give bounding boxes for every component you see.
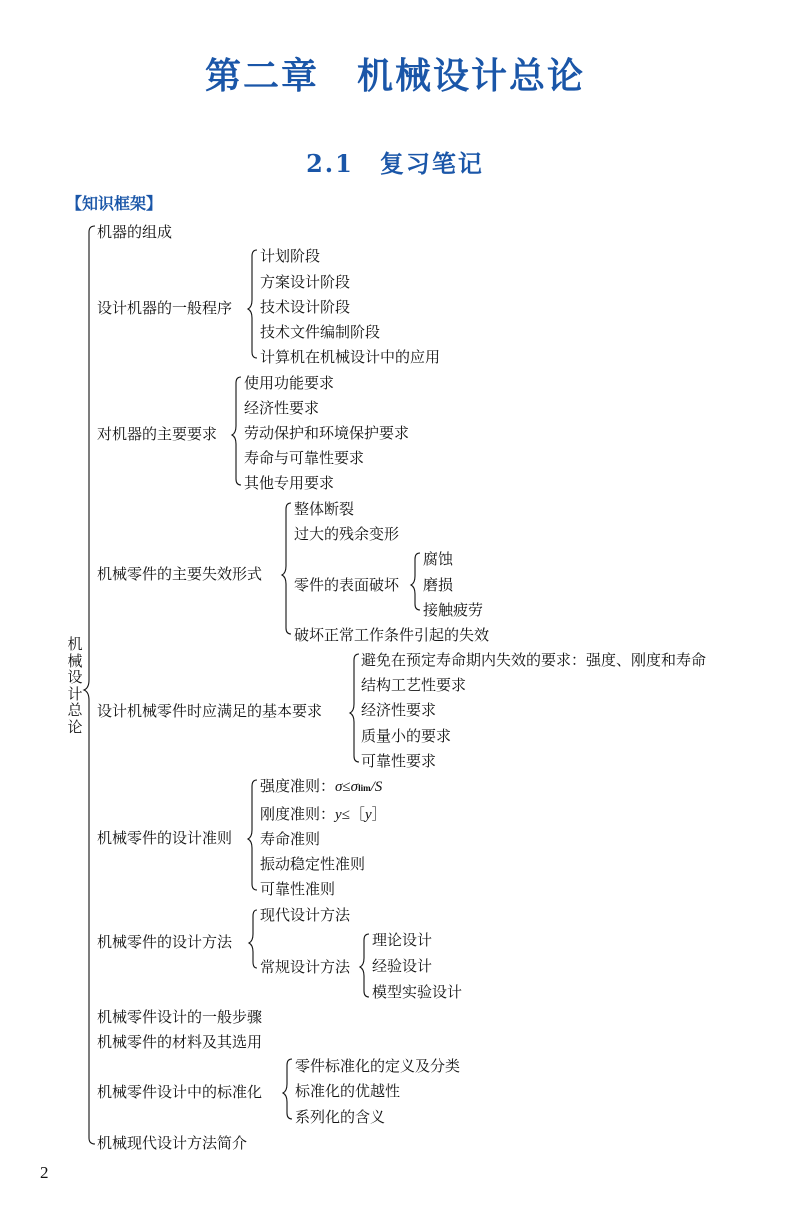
basic-req-item: 结构工艺性要求 [361,676,467,694]
requirement-item: 寿命与可靠性要求 [244,449,365,467]
stiffness-label: 刚度准则： [260,805,336,823]
l1-design-methods: 机械零件的设计方法 [97,933,233,951]
requirements-bracket [232,377,241,485]
requirement-item: 使用功能要求 [244,374,335,392]
section-title: 2.1 复习笔记 [306,149,484,178]
l1-materials: 机械零件的材料及其选用 [97,1033,263,1051]
conventional-bracket [360,934,369,997]
criteria-bracket [248,780,257,890]
l1-design-steps: 机械零件设计的一般步骤 [97,1008,263,1026]
requirement-item: 经济性要求 [244,399,320,417]
failure-item: 过大的残余变形 [294,525,400,543]
basic-req-bracket [350,654,359,762]
l1-machine-composition: 机器的组成 [97,223,173,241]
root-bracket [84,226,95,1144]
methods-bracket [249,910,257,968]
standardization-item: 标准化的优越性 [295,1082,401,1100]
surface-item: 磨损 [423,576,454,594]
criteria-item: 寿命准则 [260,830,321,848]
chapter-title: 第二章 机械设计总论 [204,55,585,97]
failure-bracket [282,503,291,634]
surface-item: 腐蚀 [423,550,454,568]
l1-machine-requirements: 对机器的主要要求 [97,425,218,443]
procedure-item: 技术设计阶段 [260,298,351,316]
conventional-item: 经验设计 [372,957,433,975]
failure-item: 整体断裂 [294,500,355,518]
procedure-item: 计算机在机械设计中的应用 [260,348,441,366]
stiffness-formula: y≤［y］ [335,807,387,823]
procedure-item: 方案设计阶段 [260,273,351,291]
strength-label: 强度准则： [260,777,336,795]
method-item: 现代设计方法 [260,906,351,924]
page-number: 2 [40,1163,49,1182]
failure-item: 破坏正常工作条件引起的失效 [294,626,490,644]
basic-req-item: 质量小的要求 [361,727,452,745]
l1-design-criteria: 机械零件的设计准则 [97,829,233,847]
standardization-bracket [283,1059,292,1119]
criteria-stiffness [260,804,387,825]
conventional-item: 理论设计 [372,931,433,949]
root-node: 机械设计总论 [67,635,83,736]
framework-label: 【知识框架】 [66,194,163,213]
criteria-strength [260,776,382,798]
standardization-item: 零件标准化的定义及分类 [295,1057,461,1075]
strength-formula: σ≤σlim/S [335,779,383,795]
failure-item: 零件的表面破坏 [294,576,400,594]
l1-basic-requirements: 设计机械零件时应满足的基本要求 [97,702,323,720]
basic-req-item: 经济性要求 [361,701,437,719]
requirement-item: 其他专用要求 [244,474,335,492]
conventional-item: 模型实验设计 [372,983,463,1001]
procedure-item: 技术文件编制阶段 [260,323,381,341]
l1-failure-modes: 机械零件的主要失效形式 [97,565,263,583]
l1-standardization: 机械零件设计中的标准化 [97,1083,263,1101]
criteria-item: 振动稳定性准则 [260,855,366,873]
procedure-bracket [248,250,257,358]
surface-bracket [411,553,420,610]
basic-req-item: 避免在预定寿命期内失效的要求：强度、刚度和寿命 [361,651,707,669]
requirement-item: 劳动保护和环境保护要求 [244,424,410,442]
basic-req-item: 可靠性要求 [361,752,437,770]
procedure-item: 计划阶段 [260,247,321,265]
l1-design-procedure: 设计机器的一般程序 [97,299,233,317]
method-item: 常规设计方法 [260,958,351,976]
surface-item: 接触疲劳 [423,601,484,619]
l1-modern-methods: 机械现代设计方法简介 [97,1134,248,1152]
standardization-item: 系列化的含义 [295,1108,386,1126]
criteria-item: 可靠性准则 [260,880,336,898]
